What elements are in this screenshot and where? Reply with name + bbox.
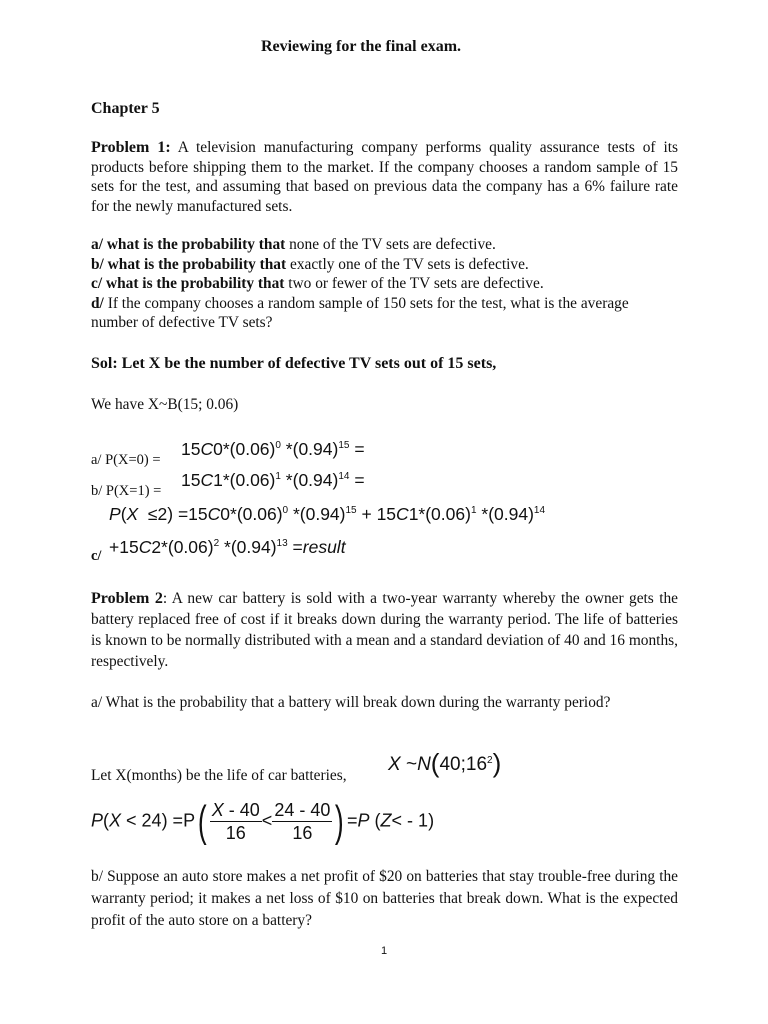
distribution-statement: We have X~B(15; 0.06)	[91, 396, 239, 413]
problem-1-text	[91, 138, 678, 216]
problem-2-label: Problem 2	[91, 590, 163, 607]
probability-standardization-formula: P(X < 24) =P( $\frac{X - 40}{16}$ < $\frac{24 - 40}{16}$ ) =P (Z< - 1)	[91, 796, 435, 846]
question-b-label: b/ what is the probability that	[91, 255, 287, 273]
question-d-label: d/	[91, 294, 104, 312]
question-c-text: two or fewer of the TV sets are defective.	[284, 275, 544, 292]
normal-distribution-formula: X $\sim N(40;16^2)$	[388, 748, 502, 778]
question-a-text: none of the TV sets are defective.	[285, 236, 496, 253]
question-d-text: If the company chooses a random sample of 150 sets for the test, what is the average number of defective TV sets?	[91, 294, 629, 331]
problem-1-body: A television manufacturing company performs quality assurance tests of its products before shipping them to the market. If the company chooses a random sample of 15 sets for the test, and assuming that based on previous data the company has a 6% failure rate for the newly manufactured sets.	[91, 139, 678, 215]
question-c	[91, 274, 678, 294]
result-word: result	[302, 537, 346, 557]
problem-2-text	[91, 588, 678, 672]
answer-b-formula: $15C1*(0.06)^1$ $*(0.94)^{14}$ =	[181, 470, 365, 490]
question-b	[91, 255, 678, 275]
let-statement: Let X(months) be the life of car batteries,	[91, 767, 347, 784]
page-title: Reviewing for the final exam.	[260, 38, 462, 55]
answer-c-formula-line1: $P(X \le 2) =15C0*(0.06)^0$ $*(0.94)^{15} + 15C1*(0.06)^1$ $*(0.94)^{14}$	[109, 504, 546, 524]
problem-1-label: Problem 1:	[91, 139, 171, 156]
question-a-label: a/ what is the probability that	[91, 236, 286, 253]
question-a	[91, 235, 678, 255]
answer-c-formula-line2: $+15C2*(0.06)^2$ $*(0.94)^{13}$ =result	[109, 537, 346, 557]
problem-2-question-a: a/ What is the probability that a battery will break down during the warranty period?	[91, 694, 611, 711]
question-b-text: exactly one of the TV sets is defective.	[286, 255, 529, 273]
chapter-heading: Chapter 5	[91, 100, 160, 117]
problem-1-questions	[91, 235, 678, 333]
answer-a-formula: $15C0*(0.06)^0$ $*(0.94)^{15}$ =	[181, 439, 365, 459]
problem-2-question-b: b/ Suppose an auto store makes a net profit of $20 on batteries that stay trouble-free during the warranty period; it makes a net loss of $10 on batteries that break down. What is the expected profit of the auto store on a battery?	[91, 868, 678, 929]
answer-b-label: b/ P(X=1) =	[91, 483, 162, 499]
solution-heading: Sol: Let X be the number of defective TV sets out of 15 sets,	[91, 355, 497, 372]
question-c-label: c/ what is the probability that	[91, 275, 285, 292]
answer-c-label: c/	[91, 548, 102, 564]
problem-2-body: : A new car battery is sold with a two-year warranty whereby the owner gets the battery replaced free of cost if it breaks down during the warranty period. The life of batteries is known to be normally distributed with a mean and a standard deviation of 40 and 16 months, respectively.	[91, 590, 678, 670]
question-d	[91, 294, 678, 333]
answer-a-label: a/ P(X=0) =	[91, 452, 161, 468]
page-number: 1	[380, 945, 388, 957]
